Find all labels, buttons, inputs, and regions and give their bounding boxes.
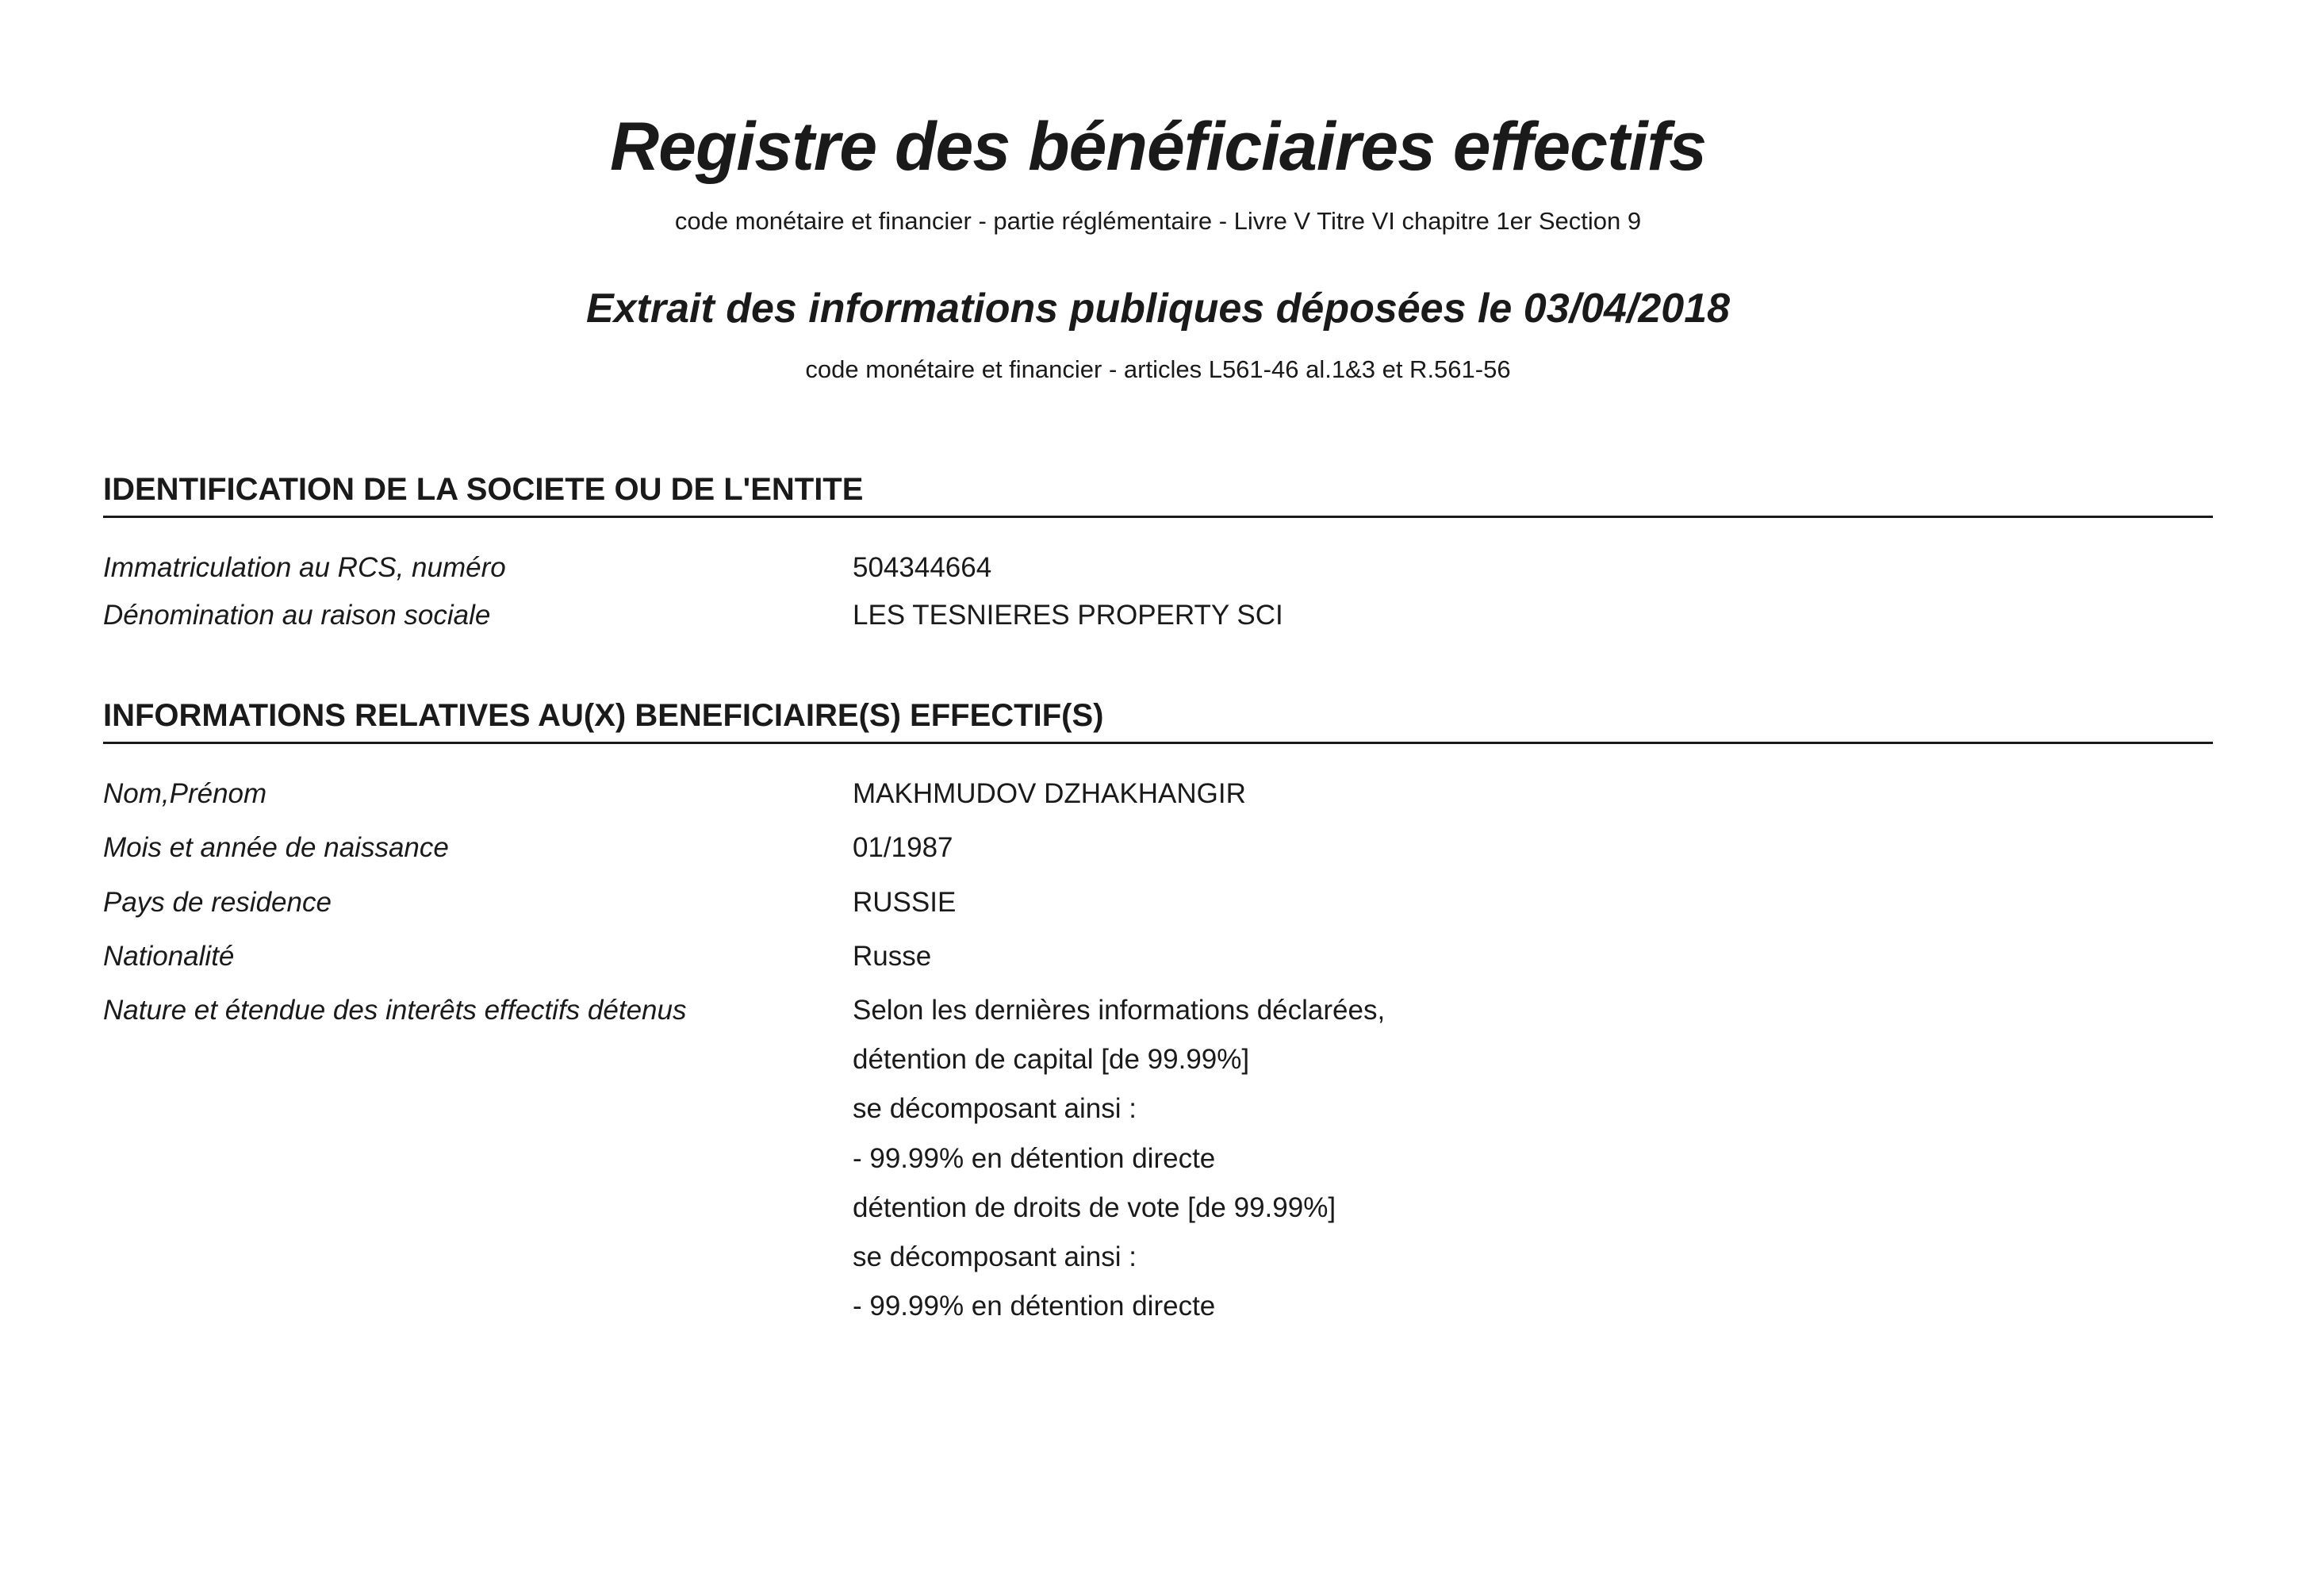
identification-fields xyxy=(103,550,2213,634)
nature-line: - 99.99% en détention directe xyxy=(853,1142,1216,1174)
beneficiaire-fields xyxy=(103,776,2213,1325)
field-value-rcs: 504344664 xyxy=(853,551,992,583)
field-value-nom-prenom: MAKHMUDOV DZHAKHANGIR xyxy=(853,778,1246,810)
section-beneficiaires xyxy=(103,645,2213,1325)
field-row-nature xyxy=(103,992,2213,1325)
field-row xyxy=(103,830,2213,866)
field-row xyxy=(103,938,2213,975)
section-identification xyxy=(103,384,2213,634)
field-label-nationalite: Nationalité xyxy=(103,940,235,972)
field-value-nationalite: Russe xyxy=(853,940,932,972)
field-label-nature-interets: Nature et étendue des interêts effectifs détenus xyxy=(103,994,687,1026)
field-label-rcs: Immatriculation au RCS, numéro xyxy=(103,551,506,583)
field-row xyxy=(103,884,2213,921)
extract-subtitle: code monétaire et financier - articles L561-46 al.1&3 et R.561-56 xyxy=(805,355,1511,383)
field-value-nature-interets xyxy=(853,992,2213,1325)
nature-line: Selon les dernières informations déclarées, xyxy=(853,994,1386,1026)
field-value-denomination: LES TESNIERES PROPERTY SCI xyxy=(853,600,1283,631)
section-identification-heading: IDENTIFICATION DE LA SOCIETE OU DE L'ENTITE xyxy=(103,471,864,507)
field-row xyxy=(103,776,2213,812)
section-beneficiaires-heading: INFORMATIONS RELATIVES AU(X) BENEFICIAIRE(S) EFFECTIF(S) xyxy=(103,698,1104,734)
field-label-nom-prenom: Nom,Prénom xyxy=(103,778,267,810)
field-label-naissance: Mois et année de naissance xyxy=(103,832,449,864)
section-divider xyxy=(103,742,2213,744)
page-subtitle: code monétaire et financier - partie réglémentaire - Livre V Titre VI chapitre 1er Section 9 xyxy=(674,207,1642,236)
section-divider xyxy=(103,516,2213,518)
field-label-pays-residence: Pays de residence xyxy=(103,886,332,918)
nature-line: détention de droits de vote [de 99.99%] xyxy=(853,1191,1336,1223)
extract-title: Extrait des informations publiques déposées le 03/04/2018 xyxy=(585,286,1731,332)
field-row xyxy=(103,597,2213,634)
field-row xyxy=(103,550,2213,586)
field-value-naissance: 01/1987 xyxy=(853,832,953,864)
field-label-denomination: Dénomination au raison sociale xyxy=(103,600,491,631)
field-value-pays-residence: RUSSIE xyxy=(853,886,957,918)
nature-line: - 99.99% en détention directe xyxy=(853,1291,1216,1322)
nature-line: se décomposant ainsi : xyxy=(853,1093,1137,1125)
nature-line: détention de capital [de 99.99%] xyxy=(853,1044,1250,1076)
document-header xyxy=(103,0,2213,384)
page-title: Registre des bénéficiaires effectifs xyxy=(609,109,1707,185)
nature-line: se décomposant ainsi : xyxy=(853,1241,1137,1272)
